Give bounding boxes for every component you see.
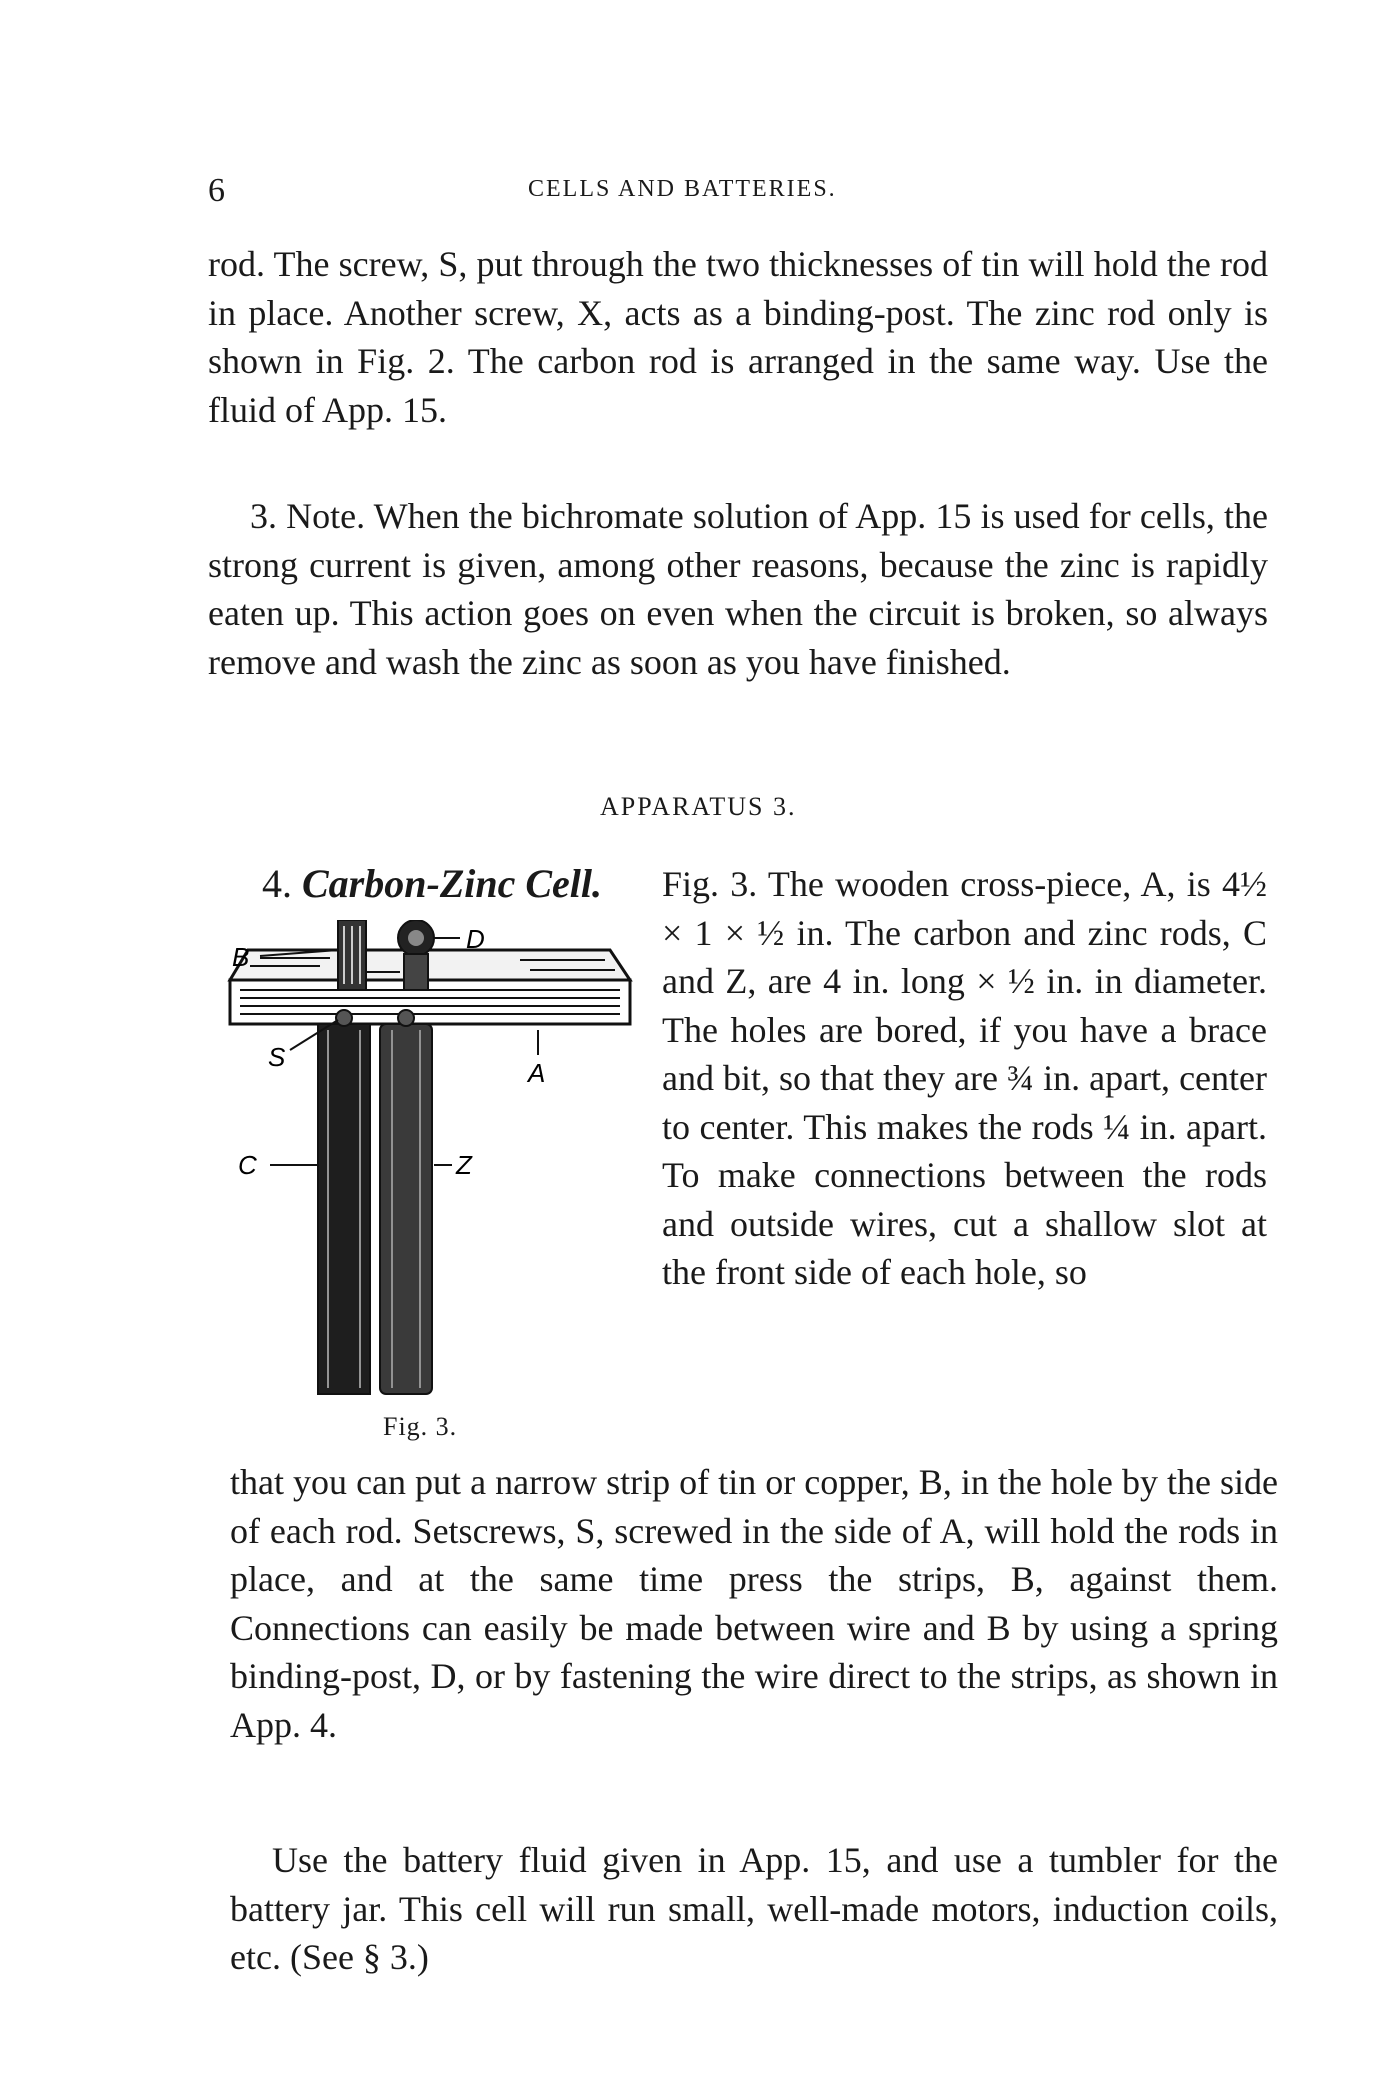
paragraph-2: 3. Note. When the bichromate solution of App. 15 is used for cells, the strong current is given, among other reasons, because the zinc is rapidly eaten up. This action goes on even when the circuit is broken, so always remove and wash the zinc as soon as you have finished. — [208, 496, 1268, 682]
carbon-rod-c — [318, 1024, 370, 1394]
cross-piece-front — [230, 980, 630, 1024]
label-b: B — [232, 942, 250, 972]
zinc-rod-z — [380, 1024, 432, 1394]
label-a: A — [528, 1058, 546, 1088]
label-d: D — [466, 924, 485, 954]
section-heading: APPARATUS 3. — [600, 792, 797, 821]
section-final-paragraph: Use the battery fluid given in App. 15, and use a tumbler for the battery jar. This cell will run small, well-made motors, induction coils, etc. (See § 3.) — [230, 1840, 1278, 1977]
carbon-zinc-cell-illustration — [220, 920, 640, 1440]
section-continuation: that you can put a narrow strip of tin or copper, B, in the hole by the side of each rod. Setscrews, S, screwed in the side of A, will hold the rods in place, and at the same time press the strips, B, against them. Connections can easily be made between wire and B by using a spring binding-post, D, or by fastening the wire direct to the strips, as shown in App. 4. — [230, 1462, 1278, 1745]
section-title-text: Carbon-Zinc Cell. — [302, 861, 603, 906]
label-s: S — [268, 1042, 286, 1072]
setscrew-s — [336, 1010, 352, 1026]
section-title — [262, 860, 602, 907]
page-number: 6 — [208, 172, 225, 209]
paragraph-1: rod. The screw, S, put through the two thicknesses of tin will hold the rod in place. Another screw, X, acts as a binding-post. The zinc rod only is shown in Fig. 2. The carbon rod is arranged in the same way. Use the fluid of App. 15. — [208, 244, 1268, 430]
running-head: CELLS AND BATTERIES. — [528, 176, 837, 202]
section-intro-column — [662, 860, 1267, 1297]
figure-caption: Fig. 3. — [383, 1412, 458, 1441]
page-header — [208, 172, 1268, 212]
label-c: C — [238, 1150, 257, 1180]
figure-3 — [220, 920, 640, 1440]
section-number: 4. — [262, 861, 292, 906]
label-z: Z — [456, 1150, 472, 1180]
section-intro-text: Fig. 3. The wooden cross-piece, A, is 4½ × 1 × ½ in. The carbon and zinc rods, C and Z, are 4 in. long × ½ in. in diameter. The holes are bored, if you have a brace and bit, so that they are ¾ in. apart, center to center. This makes the rods ¼ in. apart. To make connections between the rods and outside wires, cut a shallow slot at the front side of each hole, so — [662, 864, 1267, 1292]
